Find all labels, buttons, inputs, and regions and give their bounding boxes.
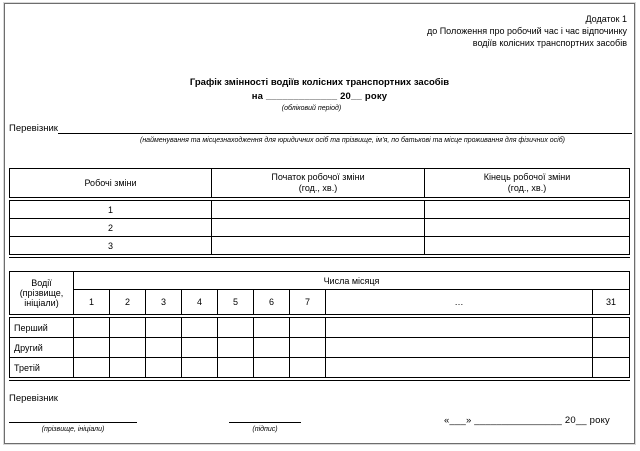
day-column-header: 4 (182, 290, 218, 317)
empty-cell (326, 316, 593, 338)
empty-cell (326, 358, 593, 380)
empty-cell (110, 338, 146, 358)
header-line: ініціали) (24, 298, 59, 308)
empty-cell (290, 338, 326, 358)
shift-number-cell: 1 (10, 199, 212, 219)
shift-start-col-header (212, 169, 425, 200)
empty-cell (212, 219, 425, 237)
shift-number-cell: 2 (10, 219, 212, 237)
empty-cell (146, 338, 182, 358)
empty-cell (425, 237, 630, 257)
empty-cell (110, 358, 146, 380)
carrier-row (5, 123, 634, 134)
empty-cell (212, 237, 425, 257)
empty-cell (254, 316, 290, 338)
driver-name-cell: Перший (10, 316, 74, 338)
empty-cell (218, 316, 254, 338)
footer-block (5, 393, 634, 434)
empty-cell (218, 358, 254, 380)
day-column-header: 5 (218, 290, 254, 317)
empty-cell (254, 338, 290, 358)
shifts-col-header: Робочі зміни (10, 169, 212, 200)
shift-end-col-header (425, 169, 630, 200)
driver-name-cell: Третій (10, 358, 74, 380)
empty-cell (592, 358, 629, 380)
appendix-line: до Положення про робочий час і час відпочинку (426, 26, 627, 36)
header-line: Водії (31, 278, 52, 288)
driver-name-cell: Другий (10, 338, 74, 358)
empty-cell (74, 358, 110, 380)
signature-sign-caption: (підпис) (252, 426, 278, 433)
schedule-table (9, 271, 630, 381)
header-line: Початок робочої зміни (271, 172, 365, 182)
empty-cell (182, 338, 218, 358)
day-column-header: 31 (592, 290, 629, 317)
drivers-col-header (10, 272, 74, 317)
empty-cell (326, 338, 593, 358)
signature-name-line (9, 413, 137, 423)
date-blank-line: «___» ________________ 20__ року (444, 415, 610, 426)
carrier-label: Перевізник (9, 123, 58, 134)
day-column-header: 6 (254, 290, 290, 317)
carrier-fill-line (58, 123, 632, 134)
appendix-line: Додаток 1 (585, 14, 627, 24)
shifts-table (9, 168, 630, 258)
driver-row (10, 358, 630, 380)
header-line: Кінець робочої зміни (483, 172, 571, 182)
empty-cell (218, 338, 254, 358)
driver-row (10, 316, 630, 338)
document-title-block (5, 77, 634, 113)
shift-row (10, 199, 630, 219)
signature-block-sign (229, 413, 301, 434)
empty-cell (182, 358, 218, 380)
carrier-caption: (найменування та місцезнаходження для юридичних осіб та прізвище, ім’я, по батькові та місце проживання для фізичних осіб) (140, 137, 565, 144)
empty-cell (74, 316, 110, 338)
empty-cell (425, 219, 630, 237)
period-caption: (обліковий період) (281, 105, 342, 112)
empty-cell (592, 316, 629, 338)
days-of-month-header: Числа місяця (74, 272, 630, 290)
page-title: Графік змінності водіїв колісних транспортних засобів (189, 77, 450, 88)
shift-number-cell: 3 (10, 237, 212, 257)
driver-row (10, 338, 630, 358)
empty-cell (425, 199, 630, 219)
empty-cell (212, 199, 425, 219)
footer-carrier-label: Перевізник (9, 393, 58, 404)
empty-cell (182, 316, 218, 338)
empty-cell (254, 358, 290, 380)
day-column-header: 7 (290, 290, 326, 317)
header-units: (год., хв.) (298, 183, 338, 193)
empty-cell (146, 316, 182, 338)
header-units: (год., хв.) (507, 183, 547, 193)
appendix-line: водіїв колісних транспортних засобів (472, 38, 627, 48)
day-column-header: 2 (110, 290, 146, 317)
signature-sign-line (229, 413, 301, 423)
empty-cell (146, 358, 182, 380)
signature-row (9, 413, 630, 434)
signature-block-name (9, 413, 137, 434)
shift-row (10, 237, 630, 257)
period-blank-line: на _____________ 20__ року (251, 91, 388, 102)
header-line: (прізвище, (19, 288, 64, 298)
empty-cell (110, 316, 146, 338)
day-column-header: 3 (146, 290, 182, 317)
day-column-header: 1 (74, 290, 110, 317)
empty-cell (74, 338, 110, 358)
empty-cell (290, 358, 326, 380)
empty-cell (290, 316, 326, 338)
signature-name-caption: (прізвище, ініціали) (41, 426, 105, 433)
shift-row (10, 219, 630, 237)
day-column-header-ellipsis: … (326, 290, 593, 317)
document-page (4, 3, 635, 444)
empty-cell (592, 338, 629, 358)
appendix-note (5, 13, 634, 49)
